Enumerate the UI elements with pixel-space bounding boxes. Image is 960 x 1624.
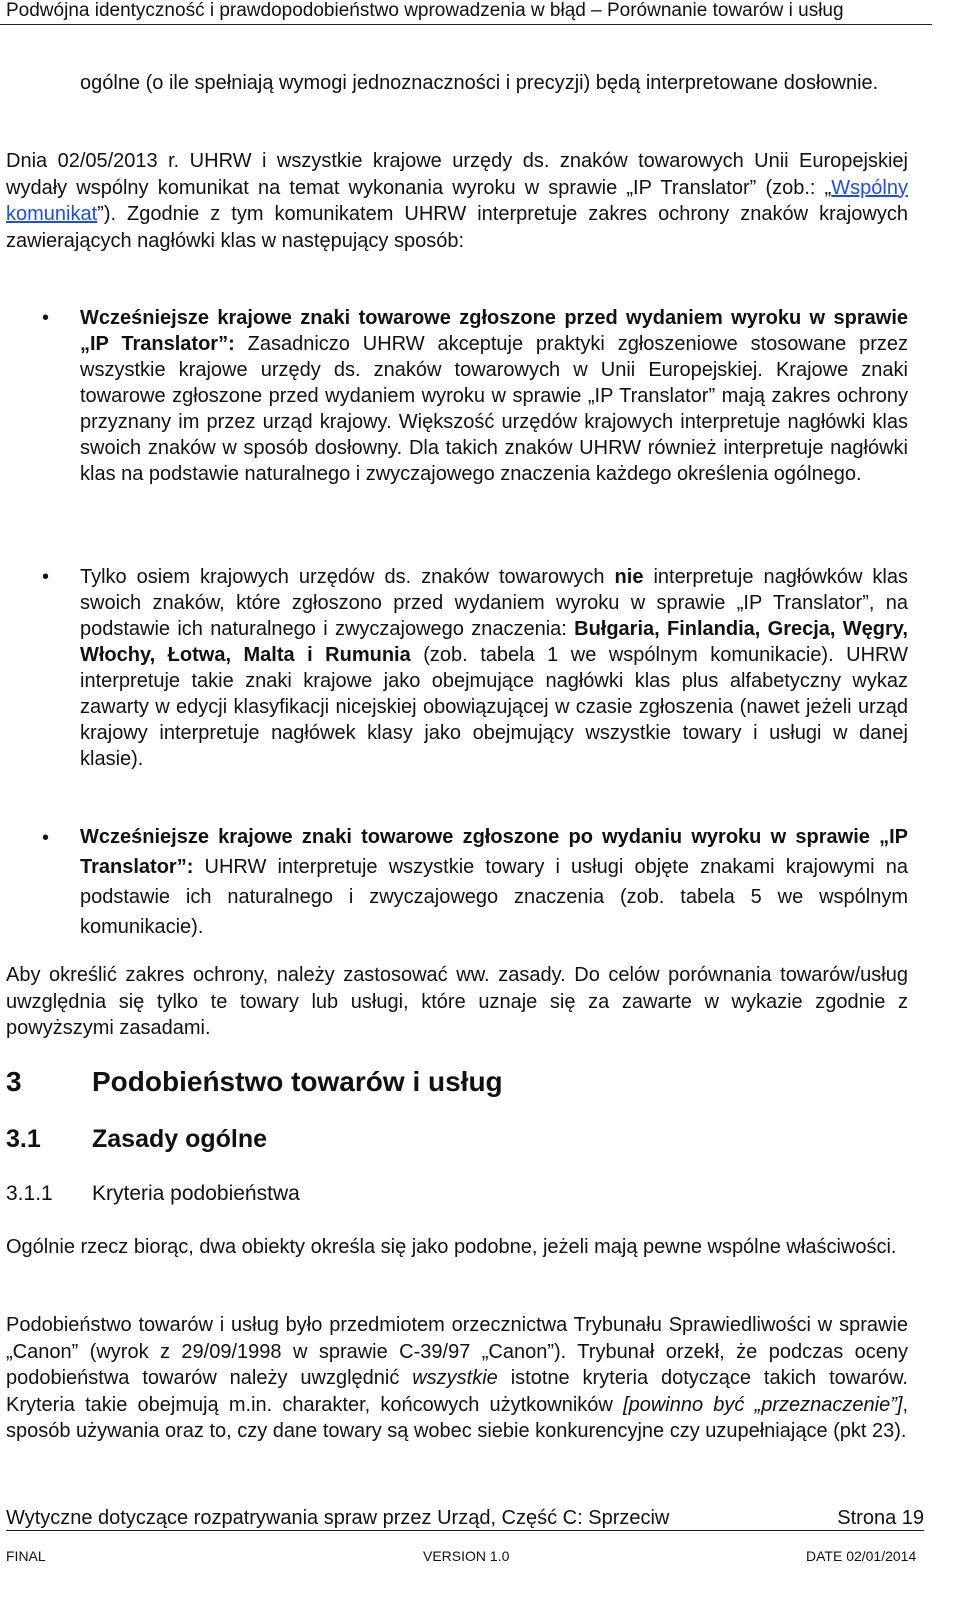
paragraph-text: Dnia 02/05/2013 r. UHRW i wszystkie krajowe urzędy ds. znaków towarowych Unii Europejskiej wydały wspólny komunikat na temat wykonania wyroku w sprawie „IP Translator” (zob.: „	[6, 150, 908, 199]
footer-final: FINAL	[6, 1548, 46, 1564]
heading-text: Kryteria podobieństwa	[92, 1182, 300, 1205]
paragraph-continuation: ogólne (o ile spełniają wymogi jednoznaczności i precyzji) będą interpretowane dosłownie.	[80, 72, 879, 94]
footer-date: DATE 02/01/2014	[806, 1548, 917, 1564]
footer-page-number: Strona 19	[837, 1507, 924, 1529]
section-heading-3-1	[6, 1125, 267, 1154]
bullet-text: (zob. tabela 1 we wspólnym komunikacie). UHRW interpretuje takie znaki krajowe jako obejmujące nagłówki klas plus alfabetyczny wykaz zawarty w edycji klasyfikacji nicejskiej obowiązującej w czasie zgłoszenia (nawet jeżeli urząd krajowy interpretuje nagłówek klasy jako obejmujący wszystkie towary i usługi w danej klasie).	[80, 644, 908, 770]
running-header: Podwójna identyczność i prawdopodobieństwo wprowadzenia w błąd – Porównanie towarów i usług	[0, 0, 932, 25]
heading-number: 3.1.1	[6, 1182, 53, 1205]
emphasis-nie: nie	[614, 566, 644, 588]
paragraph-definition: Ogólnie rzecz biorąc, dwa obiekty określa się jako podobne, jeżeli mają pewne wspólne właściwości.	[6, 1236, 897, 1258]
section-heading-3-1-1	[6, 1182, 300, 1206]
bullet-text: UHRW interpretuje wszystkie towary i usługi objęte znakami krajowymi na podstawie ich naturalnego i zwyczajowego znaczenia (zob. tabela 5 we wspólnym komunikacie).	[80, 856, 908, 938]
country-list: Bułgaria, Finlandia, Grecja, Węgry, Włochy, Łotwa, Malta i Rumunia	[80, 618, 908, 666]
bullet-heading: Wcześniejsze krajowe znaki towarowe zgłoszone przed wydaniem wyroku w sprawie „IP Translator”:	[80, 307, 908, 355]
bullet-item-before-ruling	[80, 305, 908, 487]
bullet-text: interpretuje nagłówków klas swoich znaków, które zgłoszono przed wydaniem wyroku w sprawie „IP Translator”, na podstawie ich naturalnego i zwyczajowego znaczenia:	[80, 566, 908, 640]
paragraph-scope: Aby określić zakres ochrony, należy zastosować ww. zasady. Do celów porównania towarów/usług uwzględnia się tylko te towary lub usługi, które uznaje się za zawarte w wykazie zgodnie z powyższymi zasadami.	[6, 964, 908, 1039]
bullet-text: Tylko osiem krajowych urzędów ds. znaków towarowych	[80, 566, 615, 588]
footer-version: VERSION 1.0	[423, 1548, 510, 1564]
paragraph-canon	[6, 1312, 908, 1445]
paragraph-joint-communication	[6, 148, 908, 254]
heading-text: Podobieństwo towarów i usług	[92, 1066, 503, 1097]
heading-text: Zasady ogólne	[92, 1125, 268, 1153]
paragraph-text: istotne kryteria dotyczące takich towarów. Kryteria takie obejmują m.in. charakter, końcowych użytkowników	[6, 1367, 908, 1416]
bullet-item-eight-offices	[80, 564, 908, 772]
bullet-icon: •	[42, 827, 50, 849]
editorial-note: [powinno być „przeznaczenie”]	[623, 1393, 903, 1416]
bullet-text: Zasadniczo UHRW akceptuje praktyki zgłoszeniowe stosowane przez wszystkie krajowe urzędy ds. znaków towarowych w Unii Europejskiej. Krajowe znaki towarowe zgłoszone przed wydaniem wyroku w sprawie „IP Translator” mają zakres ochrony przyznany im przez urząd krajowy. Większość urzędów krajowych interpretuje nagłówki klas swoich znaków w sposób dosłowny. Dla takich znaków UHRW również interpretuje nagłówki klas na podstawie naturalnego i zwyczajowego znaczenia każdego określenia ogólnego.	[80, 333, 908, 485]
joint-communication-link[interactable]: Wspólny komunikat	[6, 176, 908, 225]
paragraph-text: Podobieństwo towarów i usług było przedmiotem orzecznictwa Trybunału Sprawiedliwości w sprawie „Canon” (wyrok z 29/09/1998 w sprawie C-39/97 „Canon”). Trybunał orzekł, że podczas oceny podobieństwa towarów należy uwzględnić	[6, 1314, 908, 1389]
paragraph-text: , sposób używania oraz to, czy dane towary są wobec siebie konkurencyjne czy uzupełniające (pkt 23).	[6, 1393, 909, 1442]
bullet-heading: Wcześniejsze krajowe znaki towarowe zgłoszone po wydaniu wyroku w sprawie „IP Translator”:	[80, 826, 908, 878]
emphasis-wszystkie: wszystkie	[412, 1367, 498, 1389]
bullet-icon: •	[42, 566, 50, 588]
bullet-icon: •	[42, 307, 50, 329]
paragraph-text: ”). Zgodnie z tym komunikatem UHRW interpretuje zakres ochrony znaków krajowych zawierających nagłówki klas w następujący sposób:	[6, 203, 908, 252]
heading-number: 3	[6, 1066, 22, 1097]
heading-number: 3.1	[6, 1125, 41, 1153]
footer-document-title: Wytyczne dotyczące rozpatrywania spraw przez Urząd, Część C: Sprzeciw	[6, 1507, 670, 1529]
footer-divider	[6, 1530, 924, 1531]
bullet-item-after-ruling	[80, 822, 908, 942]
footer	[6, 1506, 924, 1530]
section-heading-3	[6, 1066, 503, 1098]
